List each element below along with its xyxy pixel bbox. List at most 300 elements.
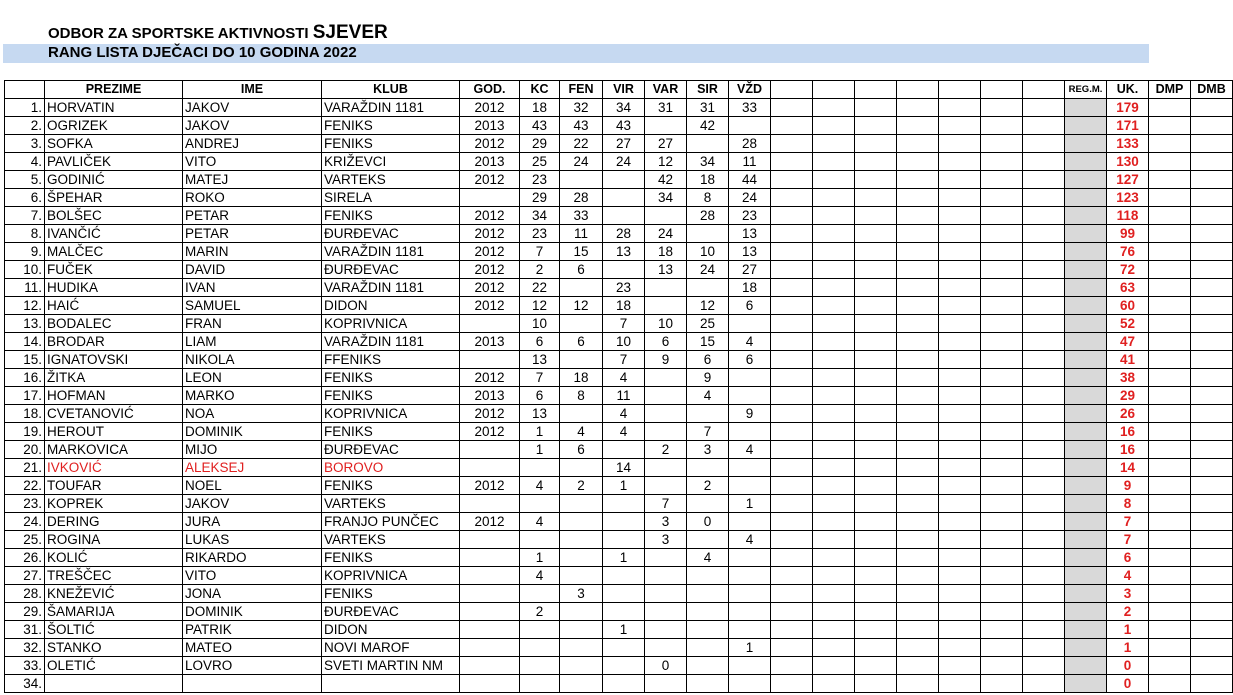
dmp-cell [1149, 189, 1191, 207]
total-cell: 9 [1107, 477, 1149, 495]
club-cell: VARAŽDIN 1181 [322, 333, 460, 351]
empty-cell [771, 441, 813, 459]
club-cell: VARAŽDIN 1181 [322, 99, 460, 117]
empty-cell [771, 603, 813, 621]
total-cell: 99 [1107, 225, 1149, 243]
empty-cell [771, 279, 813, 297]
dmp-cell [1149, 387, 1191, 405]
vir-cell [603, 603, 645, 621]
fen-cell: 24 [560, 153, 603, 171]
total-cell: 2 [1107, 603, 1149, 621]
empty-cell [771, 513, 813, 531]
vir-cell: 11 [603, 387, 645, 405]
empty-cell [939, 495, 981, 513]
total-cell: 14 [1107, 459, 1149, 477]
reg-cell [1065, 387, 1107, 405]
empty-cell [897, 459, 939, 477]
fen-cell: 12 [560, 297, 603, 315]
reg-cell [1065, 369, 1107, 387]
empty-cell [813, 189, 855, 207]
name-cell: LIAM [183, 333, 322, 351]
vzd-cell [729, 387, 771, 405]
empty-cell [1023, 657, 1065, 675]
dmp-cell [1149, 225, 1191, 243]
dmp-cell [1149, 495, 1191, 513]
empty-cell [1023, 621, 1065, 639]
committee-title [48, 24, 388, 43]
empty-cell [771, 243, 813, 261]
empty-cell [855, 549, 897, 567]
table-row [5, 495, 1233, 513]
empty-cell [897, 585, 939, 603]
vzd-cell [729, 603, 771, 621]
surname-cell: ŠOLTIĆ [45, 621, 183, 639]
surname-cell: BRODAR [45, 333, 183, 351]
empty-cell [897, 603, 939, 621]
vir-cell: 10 [603, 333, 645, 351]
empty-cell [981, 153, 1023, 171]
dmp-cell [1149, 603, 1191, 621]
fen-cell: 8 [560, 387, 603, 405]
rank-cell: 12. [5, 297, 45, 315]
empty-cell [1023, 459, 1065, 477]
empty-cell [855, 585, 897, 603]
name-cell: PETAR [183, 225, 322, 243]
fen-cell: 6 [560, 333, 603, 351]
vzd-cell [729, 567, 771, 585]
empty-cell [981, 261, 1023, 279]
vir-cell: 23 [603, 279, 645, 297]
year-cell: 2012 [460, 513, 520, 531]
vir-cell [603, 261, 645, 279]
name-cell: VITO [183, 567, 322, 585]
empty-cell [897, 549, 939, 567]
dmb-cell [1191, 585, 1233, 603]
empty-cell [897, 405, 939, 423]
total-cell: 29 [1107, 387, 1149, 405]
vir-cell [603, 171, 645, 189]
empty-cell [981, 99, 1023, 117]
var-cell: 3 [645, 531, 687, 549]
name-cell: SAMUEL [183, 297, 322, 315]
empty-header [939, 81, 981, 99]
empty-cell [897, 117, 939, 135]
dmb-cell [1191, 675, 1233, 693]
reg-cell [1065, 513, 1107, 531]
empty-cell [771, 639, 813, 657]
rank-cell: 14. [5, 333, 45, 351]
dmp-cell [1149, 279, 1191, 297]
fen-cell [560, 549, 603, 567]
club-cell: SVETI MARTIN NM [322, 657, 460, 675]
total-cell: 63 [1107, 279, 1149, 297]
club-cell: VARAŽDIN 1181 [322, 279, 460, 297]
empty-cell [981, 297, 1023, 315]
var-cell [645, 585, 687, 603]
total-cell: 26 [1107, 405, 1149, 423]
reg-cell [1065, 585, 1107, 603]
rank-header [5, 81, 45, 99]
dmp-cell [1149, 243, 1191, 261]
kc-cell: 13 [520, 405, 560, 423]
dmp-cell [1149, 135, 1191, 153]
table-row [5, 333, 1233, 351]
kc-cell: 4 [520, 477, 560, 495]
surname-cell: BODALEC [45, 315, 183, 333]
kc-cell: 1 [520, 423, 560, 441]
empty-cell [897, 315, 939, 333]
kc-cell [520, 495, 560, 513]
empty-cell [813, 225, 855, 243]
empty-cell [855, 333, 897, 351]
name-cell: MIJO [183, 441, 322, 459]
empty-header [897, 81, 939, 99]
empty-cell [855, 441, 897, 459]
kc-cell: 2 [520, 603, 560, 621]
sir-cell [687, 405, 729, 423]
empty-cell [813, 315, 855, 333]
vzd-cell: 9 [729, 405, 771, 423]
var-cell [645, 423, 687, 441]
dmp-cell [1149, 549, 1191, 567]
reg-cell [1065, 207, 1107, 225]
empty-cell [939, 261, 981, 279]
dmp-cell [1149, 423, 1191, 441]
vir-cell: 24 [603, 153, 645, 171]
total-cell: 72 [1107, 261, 1149, 279]
empty-cell [981, 603, 1023, 621]
reg-cell [1065, 117, 1107, 135]
dmp-cell [1149, 477, 1191, 495]
empty-cell [981, 207, 1023, 225]
year-cell [460, 657, 520, 675]
fen-cell: 43 [560, 117, 603, 135]
surname-cell: ŽITKA [45, 369, 183, 387]
empty-cell [855, 225, 897, 243]
name-cell: DOMINIK [183, 603, 322, 621]
empty-cell [1023, 333, 1065, 351]
sir-cell: 24 [687, 261, 729, 279]
dmb-cell [1191, 315, 1233, 333]
dmp-cell [1149, 351, 1191, 369]
empty-header [813, 81, 855, 99]
dmb-cell [1191, 549, 1233, 567]
empty-cell [1023, 135, 1065, 153]
club-cell: VARTEKS [322, 171, 460, 189]
dmb-cell [1191, 189, 1233, 207]
total-cell: 171 [1107, 117, 1149, 135]
empty-cell [1023, 297, 1065, 315]
empty-cell [1023, 315, 1065, 333]
empty-cell [855, 135, 897, 153]
year-cell: 2012 [460, 99, 520, 117]
name-cell: IVAN [183, 279, 322, 297]
empty-cell [771, 369, 813, 387]
ranking-table [4, 80, 1233, 693]
kc-header: KC [520, 81, 560, 99]
reg-cell [1065, 657, 1107, 675]
var-cell: 10 [645, 315, 687, 333]
empty-cell [981, 405, 1023, 423]
kc-cell: 18 [520, 99, 560, 117]
empty-cell [1023, 153, 1065, 171]
empty-cell [771, 621, 813, 639]
empty-cell [813, 477, 855, 495]
name-cell: MARKO [183, 387, 322, 405]
year-cell [460, 603, 520, 621]
empty-cell [939, 423, 981, 441]
var-cell [645, 639, 687, 657]
empty-cell [981, 171, 1023, 189]
empty-cell [897, 243, 939, 261]
empty-cell [855, 621, 897, 639]
sir-cell [687, 567, 729, 585]
dmb-cell [1191, 135, 1233, 153]
empty-cell [813, 351, 855, 369]
vir-cell: 1 [603, 621, 645, 639]
vir-cell: 28 [603, 225, 645, 243]
kc-cell: 10 [520, 315, 560, 333]
sir-cell: 4 [687, 549, 729, 567]
vir-cell [603, 495, 645, 513]
total-cell: 133 [1107, 135, 1149, 153]
empty-cell [813, 513, 855, 531]
empty-cell [771, 567, 813, 585]
table-row [5, 657, 1233, 675]
vzd-cell: 1 [729, 495, 771, 513]
vir-cell: 13 [603, 243, 645, 261]
reg-cell [1065, 639, 1107, 657]
rank-cell: 16. [5, 369, 45, 387]
total-cell: 0 [1107, 657, 1149, 675]
empty-cell [855, 477, 897, 495]
fen-cell [560, 513, 603, 531]
surname-cell: SOFKA [45, 135, 183, 153]
empty-cell [1023, 387, 1065, 405]
dmp-header: DMP [1149, 81, 1191, 99]
surname-cell: MALČEC [45, 243, 183, 261]
table-row [5, 117, 1233, 135]
fen-cell [560, 603, 603, 621]
sir-cell: 15 [687, 333, 729, 351]
empty-cell [897, 657, 939, 675]
surname-cell: OGRIZEK [45, 117, 183, 135]
empty-cell [939, 639, 981, 657]
club-cell: ĐURĐEVAC [322, 261, 460, 279]
empty-cell [1023, 549, 1065, 567]
empty-cell [981, 495, 1023, 513]
var-cell: 12 [645, 153, 687, 171]
year-header: GOD. [460, 81, 520, 99]
vzd-cell: 27 [729, 261, 771, 279]
empty-cell [897, 153, 939, 171]
sir-cell: 25 [687, 315, 729, 333]
total-cell: 127 [1107, 171, 1149, 189]
name-cell: LOVRO [183, 657, 322, 675]
empty-cell [771, 549, 813, 567]
rank-cell: 32. [5, 639, 45, 657]
name-cell: RIKARDO [183, 549, 322, 567]
empty-cell [813, 549, 855, 567]
kc-cell: 23 [520, 225, 560, 243]
empty-cell [1023, 495, 1065, 513]
empty-cell [855, 243, 897, 261]
empty-cell [939, 297, 981, 315]
empty-cell [897, 675, 939, 693]
year-cell: 2013 [460, 333, 520, 351]
dmp-cell [1149, 315, 1191, 333]
empty-cell [813, 135, 855, 153]
empty-cell [981, 279, 1023, 297]
empty-cell [897, 387, 939, 405]
fen-cell [560, 405, 603, 423]
table-row [5, 135, 1233, 153]
empty-cell [771, 657, 813, 675]
var-cell [645, 297, 687, 315]
dmb-cell [1191, 261, 1233, 279]
vir-cell [603, 585, 645, 603]
dmb-cell [1191, 441, 1233, 459]
var-cell: 9 [645, 351, 687, 369]
empty-cell [813, 369, 855, 387]
table-row [5, 225, 1233, 243]
sir-cell [687, 135, 729, 153]
name-cell: PATRIK [183, 621, 322, 639]
dmb-cell [1191, 477, 1233, 495]
empty-cell [939, 441, 981, 459]
club-cell [322, 675, 460, 693]
dmb-cell [1191, 297, 1233, 315]
vzd-cell: 24 [729, 189, 771, 207]
reg-cell [1065, 531, 1107, 549]
total-cell: 179 [1107, 99, 1149, 117]
empty-cell [981, 585, 1023, 603]
empty-cell [1023, 351, 1065, 369]
dmb-cell [1191, 99, 1233, 117]
empty-cell [1023, 369, 1065, 387]
empty-cell [813, 243, 855, 261]
sir-cell: 10 [687, 243, 729, 261]
empty-cell [855, 405, 897, 423]
var-cell: 27 [645, 135, 687, 153]
sir-cell: 2 [687, 477, 729, 495]
table-row [5, 369, 1233, 387]
table-row [5, 279, 1233, 297]
dmp-cell [1149, 369, 1191, 387]
empty-cell [981, 459, 1023, 477]
var-cell [645, 567, 687, 585]
table-row [5, 99, 1233, 117]
table-row [5, 441, 1233, 459]
empty-header [981, 81, 1023, 99]
empty-cell [855, 513, 897, 531]
rank-cell: 1. [5, 99, 45, 117]
rank-cell: 3. [5, 135, 45, 153]
empty-cell [771, 117, 813, 135]
empty-cell [981, 657, 1023, 675]
club-cell: KOPRIVNICA [322, 567, 460, 585]
empty-cell [813, 405, 855, 423]
dmp-cell [1149, 297, 1191, 315]
var-cell [645, 369, 687, 387]
empty-cell [981, 639, 1023, 657]
name-cell: ALEKSEJ [183, 459, 322, 477]
empty-cell [897, 225, 939, 243]
table-row [5, 315, 1233, 333]
fen-cell [560, 657, 603, 675]
fen-cell: 15 [560, 243, 603, 261]
name-cell: ROKO [183, 189, 322, 207]
empty-cell [939, 369, 981, 387]
dmp-cell [1149, 405, 1191, 423]
vir-cell [603, 531, 645, 549]
total-cell: 76 [1107, 243, 1149, 261]
kc-cell [520, 459, 560, 477]
reg-cell [1065, 279, 1107, 297]
name-header: IME [183, 81, 322, 99]
kc-cell: 6 [520, 387, 560, 405]
kc-cell: 12 [520, 297, 560, 315]
empty-cell [813, 207, 855, 225]
empty-cell [771, 171, 813, 189]
table-row [5, 603, 1233, 621]
name-cell [183, 675, 322, 693]
vzd-cell [729, 657, 771, 675]
fen-cell: 6 [560, 261, 603, 279]
rank-cell: 6. [5, 189, 45, 207]
empty-cell [1023, 639, 1065, 657]
dmp-cell [1149, 531, 1191, 549]
dmb-cell [1191, 639, 1233, 657]
empty-cell [855, 603, 897, 621]
kc-cell: 7 [520, 243, 560, 261]
fen-cell: 2 [560, 477, 603, 495]
total-cell: 1 [1107, 621, 1149, 639]
empty-cell [981, 243, 1023, 261]
empty-cell [813, 531, 855, 549]
empty-cell [897, 423, 939, 441]
name-cell: MARIN [183, 243, 322, 261]
reg-cell [1065, 351, 1107, 369]
empty-cell [771, 477, 813, 495]
empty-cell [813, 657, 855, 675]
empty-cell [771, 531, 813, 549]
vir-cell: 14 [603, 459, 645, 477]
vir-cell: 7 [603, 351, 645, 369]
club-cell: FENIKS [322, 387, 460, 405]
table-row [5, 387, 1233, 405]
rank-cell: 11. [5, 279, 45, 297]
vzd-cell: 18 [729, 279, 771, 297]
empty-cell [1023, 207, 1065, 225]
kc-cell: 6 [520, 333, 560, 351]
surname-cell: BOLŠEC [45, 207, 183, 225]
fen-cell: 28 [560, 189, 603, 207]
total-cell: 16 [1107, 423, 1149, 441]
empty-cell [1023, 423, 1065, 441]
kc-cell: 1 [520, 549, 560, 567]
kc-cell: 7 [520, 369, 560, 387]
surname-cell: PAVLIČEK [45, 153, 183, 171]
empty-cell [897, 495, 939, 513]
surname-cell: FUČEK [45, 261, 183, 279]
total-cell: 3 [1107, 585, 1149, 603]
surname-cell: OLETIĆ [45, 657, 183, 675]
empty-cell [897, 261, 939, 279]
table-row [5, 261, 1233, 279]
dmp-cell [1149, 171, 1191, 189]
table-row [5, 171, 1233, 189]
